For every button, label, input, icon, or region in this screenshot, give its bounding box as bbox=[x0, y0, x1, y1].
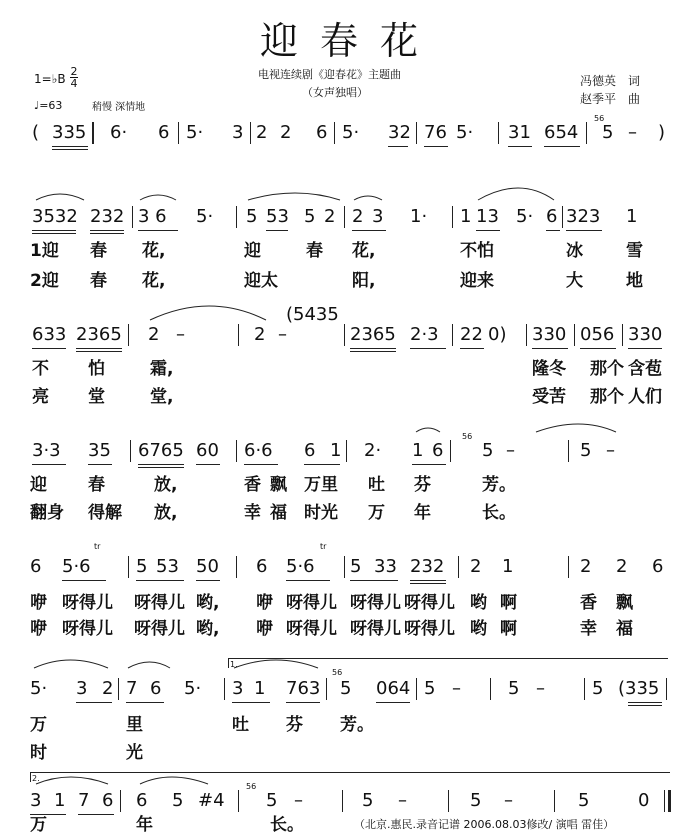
note: 22 bbox=[460, 324, 483, 345]
lyric: 呀得儿 bbox=[134, 619, 185, 639]
note: 2 bbox=[324, 206, 336, 227]
lyric: 时光 bbox=[304, 503, 338, 523]
slur bbox=[128, 662, 170, 668]
note: 330 bbox=[628, 324, 663, 345]
lyric: 呀得儿 bbox=[350, 593, 401, 613]
lyric: 呀得儿 bbox=[350, 619, 401, 639]
lyric: 翻身 bbox=[30, 503, 64, 523]
lyricist: 冯德英 词 bbox=[580, 74, 641, 88]
lyric: 冰 bbox=[566, 241, 583, 261]
trill-mark: tr bbox=[320, 542, 327, 551]
lyric: 幸 bbox=[580, 619, 597, 639]
lyric: 春 bbox=[90, 271, 107, 291]
lyric: 万 bbox=[30, 815, 47, 835]
grace-notes: 56 bbox=[332, 668, 343, 677]
slur bbox=[234, 660, 318, 668]
lyric: 那个 bbox=[590, 359, 624, 379]
lyric: 迎太 bbox=[244, 271, 278, 291]
lyric: 花, bbox=[352, 241, 376, 261]
lyric: 2迎 bbox=[30, 271, 59, 291]
lyric: 啊 bbox=[500, 619, 517, 639]
lyric: 万 bbox=[368, 503, 385, 523]
note: 5 bbox=[304, 206, 316, 227]
note: 6 bbox=[150, 678, 162, 699]
note: 0) bbox=[488, 324, 507, 345]
note: 33 bbox=[374, 556, 397, 577]
note: 6 bbox=[30, 556, 42, 577]
note: 5 bbox=[592, 678, 604, 699]
lyric: 迎 bbox=[244, 241, 261, 261]
note: 2 bbox=[470, 556, 482, 577]
note: 1 bbox=[330, 440, 342, 461]
lyric: 春 bbox=[90, 241, 107, 261]
note: 1 bbox=[626, 206, 638, 227]
lyric: 花, bbox=[142, 241, 166, 261]
lyric: 长。 bbox=[270, 815, 304, 835]
lyric: 香 bbox=[580, 593, 597, 613]
lyric: 咿 bbox=[256, 619, 273, 639]
note: – bbox=[294, 790, 303, 811]
note: 1· bbox=[410, 206, 428, 227]
lyric: 咿 bbox=[30, 619, 47, 639]
note: 1 bbox=[412, 440, 424, 461]
note: 1 bbox=[254, 678, 266, 699]
note: 5 bbox=[424, 678, 436, 699]
volta-label-1: 1. bbox=[230, 660, 238, 669]
lyric: 阳, bbox=[352, 271, 376, 291]
lyric: 呀得儿 bbox=[62, 593, 113, 613]
footer-credit: （北京.惠民.录音记谱 2006.08.03修改/ 演唱 雷佳） bbox=[354, 818, 615, 831]
note: 1 bbox=[54, 790, 66, 811]
lyric: 花, bbox=[142, 271, 166, 291]
note: 5· bbox=[516, 206, 534, 227]
note: 5 bbox=[482, 440, 494, 461]
note: 3 bbox=[372, 206, 384, 227]
note: 6 bbox=[158, 122, 170, 143]
lyric: 芬 bbox=[414, 475, 431, 495]
note: 2·3 bbox=[410, 324, 439, 345]
note: 53 bbox=[266, 206, 289, 227]
lyric: 大 bbox=[566, 271, 583, 291]
note: 3·3 bbox=[32, 440, 61, 461]
lyric: 飘 bbox=[270, 475, 287, 495]
lyric: 不 bbox=[32, 359, 49, 379]
lyric: 福 bbox=[616, 619, 633, 639]
note: 5 bbox=[362, 790, 374, 811]
note: 5 bbox=[136, 556, 148, 577]
volta-label-2: 2. bbox=[32, 774, 40, 783]
lyric: 那个 bbox=[590, 387, 624, 407]
slur bbox=[36, 777, 108, 784]
note: 6 bbox=[652, 556, 664, 577]
lyric: 福 bbox=[270, 503, 287, 523]
note: 7 bbox=[126, 678, 138, 699]
lyric: 里 bbox=[126, 715, 143, 735]
composer: 赵季平 曲 bbox=[580, 92, 641, 106]
slur bbox=[34, 660, 108, 668]
note: (335 bbox=[618, 678, 660, 699]
lyric: 哟 bbox=[470, 593, 487, 613]
note: 5· bbox=[342, 122, 360, 143]
note: 1 bbox=[460, 206, 472, 227]
slur bbox=[248, 193, 340, 200]
note: – bbox=[506, 440, 515, 461]
slur bbox=[140, 777, 208, 784]
note: ( bbox=[32, 122, 40, 143]
lyric: 幸 bbox=[244, 503, 261, 523]
lyric: 年 bbox=[136, 815, 153, 835]
lyric: 亮 bbox=[32, 387, 49, 407]
lyric: 香 bbox=[244, 475, 261, 495]
time-sig-top: 2 bbox=[70, 65, 78, 78]
lyric: 咿 bbox=[30, 593, 47, 613]
note: – bbox=[504, 790, 513, 811]
note: 2· bbox=[364, 440, 382, 461]
note: 5 bbox=[602, 122, 614, 143]
note: 31 bbox=[508, 122, 531, 143]
lyric: 飘 bbox=[616, 593, 633, 613]
note: 53 bbox=[156, 556, 179, 577]
note: 5 bbox=[578, 790, 590, 811]
note: 2 bbox=[148, 324, 160, 345]
note: 5 bbox=[350, 556, 362, 577]
note: 76 bbox=[424, 122, 447, 143]
note: 6 bbox=[316, 122, 328, 143]
lyric: 地 bbox=[626, 271, 643, 291]
note: 6·6 bbox=[244, 440, 273, 461]
lyric: 人们 bbox=[628, 387, 662, 407]
note: 5 bbox=[246, 206, 258, 227]
note: 763 bbox=[286, 678, 321, 699]
note: 6 bbox=[432, 440, 444, 461]
note: 35 bbox=[88, 440, 111, 461]
note: 6 bbox=[136, 790, 148, 811]
lyric: 万里 bbox=[304, 475, 338, 495]
note: 5 bbox=[340, 678, 352, 699]
lyric: 哟 bbox=[470, 619, 487, 639]
note: #4 bbox=[198, 790, 225, 811]
note: 056 bbox=[580, 324, 615, 345]
lyric: 得解 bbox=[88, 503, 122, 523]
lyric: 呀得儿 bbox=[404, 593, 455, 613]
lyric: 堂, bbox=[150, 387, 174, 407]
note: 32 bbox=[388, 122, 411, 143]
note: 3 bbox=[76, 678, 88, 699]
note: 2 bbox=[254, 324, 266, 345]
slur bbox=[536, 424, 616, 432]
lyric: 芳。 bbox=[340, 715, 374, 735]
note: – bbox=[398, 790, 407, 811]
trill-mark: tr bbox=[94, 542, 101, 551]
lyric: 年 bbox=[414, 503, 431, 523]
note: 323 bbox=[566, 206, 601, 227]
note: 330 bbox=[532, 324, 567, 345]
lyric: 吐 bbox=[232, 715, 249, 735]
note: 232 bbox=[90, 206, 125, 227]
note: 633 bbox=[32, 324, 67, 345]
note: 5 bbox=[470, 790, 482, 811]
lyric: 呀得儿 bbox=[134, 593, 185, 613]
note: 5 bbox=[580, 440, 592, 461]
note: 60 bbox=[196, 440, 219, 461]
note: 6 bbox=[256, 556, 268, 577]
grace-notes: 56 bbox=[594, 114, 605, 123]
lyric: 芬 bbox=[286, 715, 303, 735]
lyric: 芳。 bbox=[482, 475, 516, 495]
note: 6765 bbox=[138, 440, 184, 461]
lyric: 咿 bbox=[256, 593, 273, 613]
note: 6· bbox=[110, 122, 128, 143]
lyric: 1迎 bbox=[30, 241, 59, 261]
song-title: 迎春花 bbox=[259, 19, 440, 63]
lyric: 呀得儿 bbox=[404, 619, 455, 639]
tempo: ♩=63 bbox=[34, 99, 63, 112]
note: ) bbox=[658, 122, 666, 143]
note: 2 bbox=[616, 556, 628, 577]
lyric: 哟, bbox=[196, 593, 220, 613]
slur bbox=[478, 188, 554, 200]
lyric: 受苦 bbox=[532, 387, 566, 407]
note: 3 bbox=[30, 790, 42, 811]
note: 7 bbox=[78, 790, 90, 811]
tempo-marking: 稍慢 深情地 bbox=[92, 102, 146, 113]
note: 5 bbox=[266, 790, 278, 811]
note: 0 bbox=[638, 790, 650, 811]
note: – bbox=[452, 678, 461, 699]
note: – bbox=[536, 678, 545, 699]
note: 5· bbox=[30, 678, 48, 699]
subtitle: 电视连续剧《迎春花》主题曲 bbox=[258, 68, 401, 81]
note: 3532 bbox=[32, 206, 78, 227]
note: 064 bbox=[376, 678, 411, 699]
note: 2 bbox=[256, 122, 268, 143]
note: 1 bbox=[502, 556, 514, 577]
lyric: 放, bbox=[154, 475, 178, 495]
note: – bbox=[278, 324, 287, 345]
time-sig-bottom: 4 bbox=[70, 77, 78, 90]
note: – bbox=[176, 324, 185, 345]
lyric: 长。 bbox=[482, 503, 516, 523]
note: 5 bbox=[508, 678, 520, 699]
slur bbox=[140, 195, 176, 200]
lyric: 怕 bbox=[88, 359, 105, 379]
note: (5435 bbox=[286, 304, 339, 325]
lyric: 春 bbox=[88, 475, 105, 495]
key-signature: 1=♭B bbox=[34, 72, 66, 86]
note: 13 bbox=[476, 206, 499, 227]
note: 5 bbox=[172, 790, 184, 811]
lyric: 光 bbox=[126, 743, 143, 763]
lyric: 呀得儿 bbox=[286, 619, 337, 639]
lyric: 含苞 bbox=[628, 359, 662, 379]
note: 3 bbox=[232, 678, 244, 699]
lyric: 哟, bbox=[196, 619, 220, 639]
lyric: 雪 bbox=[626, 241, 643, 261]
lyric: 春 bbox=[306, 241, 323, 261]
note: 5· bbox=[456, 122, 474, 143]
note: 2 bbox=[580, 556, 592, 577]
note: 3 bbox=[232, 122, 244, 143]
lyric: 呀得儿 bbox=[286, 593, 337, 613]
note: 5· bbox=[184, 678, 202, 699]
note: 335 bbox=[52, 122, 87, 143]
lyric: 万 bbox=[30, 715, 47, 735]
slur bbox=[150, 306, 266, 320]
lyric: 时 bbox=[30, 743, 47, 763]
note: 5· bbox=[196, 206, 214, 227]
note: 6 bbox=[304, 440, 316, 461]
note: 6 bbox=[102, 790, 114, 811]
lyric: 迎 bbox=[30, 475, 47, 495]
lyric: 堂 bbox=[88, 387, 105, 407]
grace-notes: 56 bbox=[462, 432, 473, 441]
lyric: 啊 bbox=[500, 593, 517, 613]
slur bbox=[354, 196, 382, 200]
slur bbox=[416, 428, 440, 432]
note: 5·6 bbox=[62, 556, 91, 577]
lyric: 迎来 bbox=[460, 271, 494, 291]
note: – bbox=[628, 122, 637, 143]
lyric: 霜, bbox=[150, 359, 174, 379]
note: 232 bbox=[410, 556, 445, 577]
lyric: 呀得儿 bbox=[62, 619, 113, 639]
note: 654 bbox=[544, 122, 579, 143]
voice-type: （女声独唱） bbox=[302, 86, 368, 99]
note: 5· bbox=[186, 122, 204, 143]
slur bbox=[36, 194, 84, 200]
note: 2365 bbox=[350, 324, 396, 345]
note: 3 6 bbox=[138, 206, 167, 227]
note: 6 bbox=[546, 206, 558, 227]
note: 2 bbox=[280, 122, 292, 143]
lyric: 隆冬 bbox=[532, 359, 566, 379]
note: 2 bbox=[352, 206, 364, 227]
note: – bbox=[606, 440, 615, 461]
lyric: 不怕 bbox=[460, 241, 494, 261]
lyric: 放, bbox=[154, 503, 178, 523]
lyric: 吐 bbox=[368, 475, 385, 495]
note: 5·6 bbox=[286, 556, 315, 577]
note: 2 bbox=[102, 678, 114, 699]
grace-notes: 56 bbox=[246, 782, 257, 791]
note: 50 bbox=[196, 556, 219, 577]
note: 2365 bbox=[76, 324, 122, 345]
